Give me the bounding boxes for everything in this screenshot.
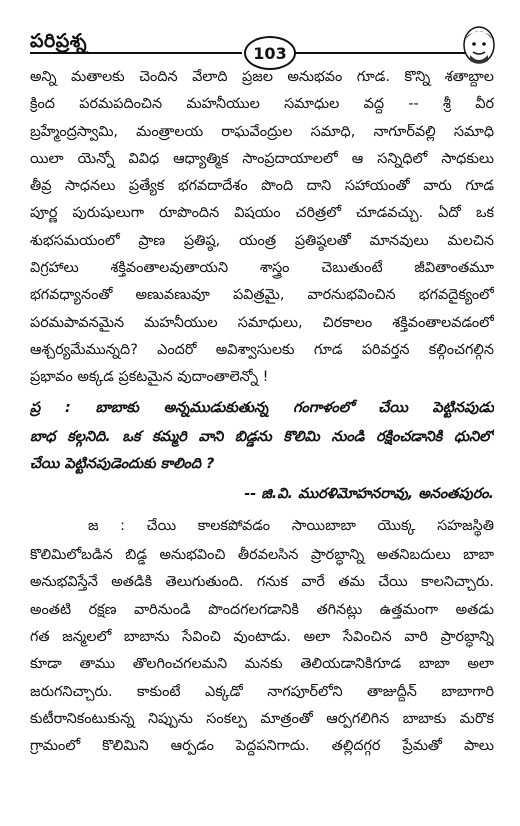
answer-line: కూడా తాము తొలగించగలమని మనకు తెలియడానికిగూడ బాబా అలా — [30, 656, 494, 673]
header-rule-right — [294, 52, 466, 54]
question-line: చేయి పెట్టినపుడెందుకు కాలింది ? — [30, 455, 215, 472]
question-signature: -- జి.వి. మురళిమోహనరావు, అనంతపురం. — [244, 486, 494, 503]
text-line: ప్రభావం అక్కడ ప్రకటమైన వుదాంతాలెన్నో ! — [30, 369, 269, 386]
page-number: 103 — [244, 36, 296, 70]
text-line: క్రింద పరమపదించిన మహనీయుల సమాధుల వద్ద -- శ్రీ వీర — [30, 96, 494, 113]
text-line: ఆశ్చర్యమేమున్నది? ఎందరో అవిశ్వాసులకు గూడ పరివర్తన కల్గించగల్గిన — [30, 341, 494, 358]
answer-line: అనుభవిస్తేనే అతడికి తెలుగుతుంది. గనుక వారే తమ చేయి కాలనిచ్చారు. — [30, 574, 494, 591]
text-line: భగవధ్యానంతో అణువణువూ పవిత్రమై, వారనుభవించిన భగవదైక్యంలో — [30, 287, 494, 304]
answer-line: కుటీరానికంటుకున్న నిప్పును సంకల్ప మాత్రంతో ఆర్పగలిగిన బాబాకు మరొక — [30, 710, 494, 727]
answer-line: జరుగనిచ్చారు. కాకుంటే ఎక్కడో నాగపూర్‌లోని తాజుద్దీన్ బాబాగారి — [30, 683, 494, 700]
question-line: బాధ కల్గనిది. ఒక కమ్మరి వాని బిడ్డను కొలిమి నుండి రక్షించడానికి ధునిలో — [30, 428, 494, 445]
answer-line: గత జన్మలలో బాబాను సేవించి వుంటాడు. అలా సేవించిన వారి ప్రారబ్ధాన్ని — [30, 629, 494, 646]
text-line: పూర్ణ పురుషులుగా రూపొందిన విషయం చరిత్రలో చూడవచ్చు. ఏదో ఒక — [30, 205, 494, 222]
text-line: శుభసమయంలో ప్రాణ ప్రతిష్ఠ, యంత్ర ప్రతిష్ఠలతో మానవులు మలచిన — [30, 232, 494, 249]
text-line: యిలా యెన్నో వివిధ ఆధ్యాత్మిక సాంప్రదాయాలలో ఆ సన్నిధిలో సాధకులు — [30, 150, 494, 167]
question-line: ప్ర : బాబాకు అన్నముడుకుతున్న గంగాళంలో చేయి పెట్టినపుడు — [30, 399, 494, 416]
text-line: విగ్రహాలు శక్తివంతాలవుతాయని శాస్త్రం చెబుతుంటే జీవితాంతమూ — [30, 260, 494, 277]
running-title: పరిప్రశ్న — [30, 30, 88, 52]
answer-line: గ్రామంలో కొలిమిని ఆర్పడం పెద్దపనిగాదు. తల్లిదగ్గర ప్రేమతో పాలు — [30, 738, 494, 755]
answer-line: అంతటి రక్షణ వారినుండి పొందగలగడానికి తగినట్లు ఉత్తమంగా అతడు — [30, 601, 494, 618]
text-line: అన్ని మతాలకు చెందిన వేలాది ప్రజల అనుభవం గూడ. కొన్ని శతాబ్దాల — [30, 69, 494, 85]
page-header — [0, 0, 520, 63]
header-rule-left — [30, 52, 242, 54]
sai-baba-portrait-icon — [462, 25, 496, 65]
answer-line: కొలిమిలోబడిన బిడ్డ అనుభవించి తీరవలసిన ప్రారబ్ధాన్ని అతనిబదులు బాబా — [30, 547, 494, 564]
page-body — [30, 64, 494, 761]
answer-line: జ : చేయి కాలకపోవడం సాయిబాబా యొక్క సహజస్థితి — [88, 518, 494, 535]
text-line: బ్రహ్మేంద్రస్వామి, మంత్రాలయ రాఘవేంద్రుల సమాధి, నాగూర్‌వల్లి సమాధి — [30, 123, 494, 140]
text-line: పరమపావనమైన మహనీయుల సమాధులు, చిరకాలం శక్తివంతాలవడంలో — [30, 314, 494, 331]
text-line: తీవ్ర సాధనలు ప్రత్యేక భగవదాదేశం పొంది దాని సహాయంతో వారు గూడ — [30, 178, 494, 195]
